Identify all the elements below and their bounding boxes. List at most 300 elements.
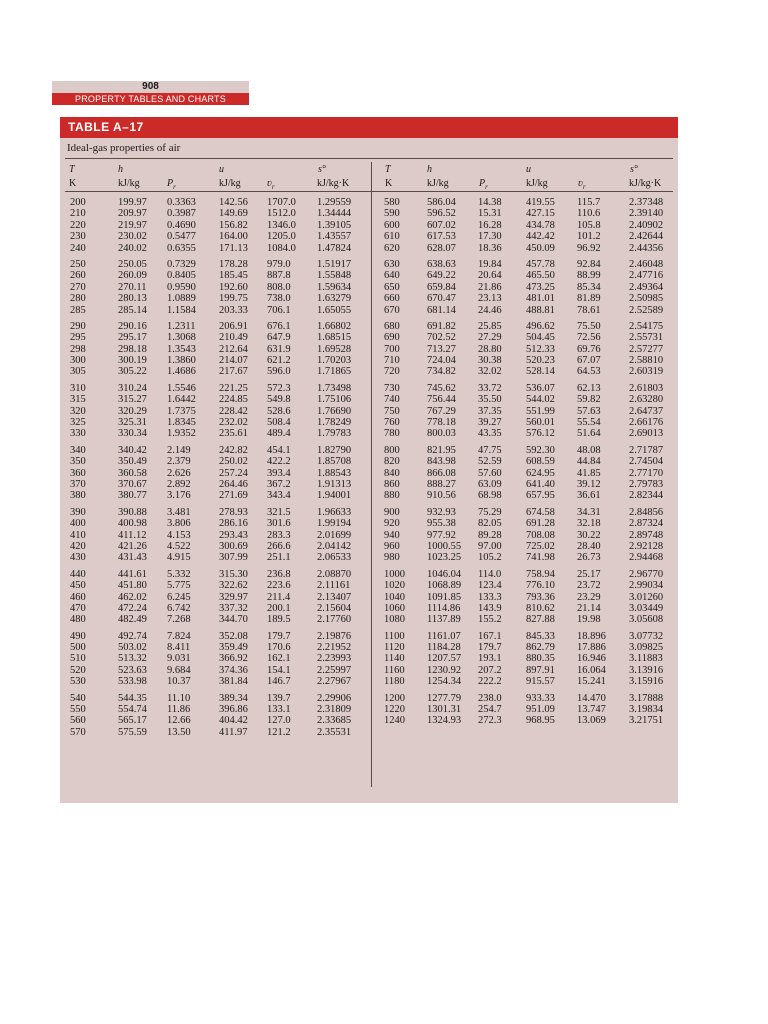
cell-u: 473.25: [526, 281, 555, 293]
cell-s: 3.01260: [629, 591, 664, 603]
cell-s: 2.15604: [317, 602, 352, 614]
table-row: [60, 197, 678, 208]
cell-u: 374.36: [219, 664, 248, 676]
cell-u: 329.97: [219, 591, 248, 603]
cell-u: 419.55: [526, 197, 555, 208]
cell-vr: 170.6: [267, 642, 291, 654]
table-row: [60, 693, 678, 704]
cell-s: 1.59634: [317, 281, 352, 293]
cell-T: 880: [384, 490, 400, 502]
cell-Pr: 33.72: [478, 382, 502, 394]
cell-T: 960: [384, 540, 400, 552]
cell-vr: 223.6: [267, 580, 291, 592]
cell-h: 1046.04: [427, 568, 462, 580]
table-row: [60, 259, 678, 270]
table-subtitle: Ideal-gas properties of air: [67, 142, 181, 154]
cell-u: 862.79: [526, 642, 555, 654]
cell-T: 1080: [384, 614, 405, 626]
cell-Pr: 68.98: [478, 490, 502, 502]
cell-s: 2.82344: [629, 490, 664, 502]
cell-Pr: 193.1: [478, 653, 502, 665]
cell-s: 1.43557: [317, 231, 352, 243]
cell-Pr: 11.10: [167, 692, 191, 704]
cell-T: 1000: [384, 568, 405, 580]
cell-h: 724.04: [427, 355, 456, 367]
cell-T: 200: [70, 197, 86, 208]
cell-vr: 139.7: [267, 692, 291, 704]
header-rule-top: [65, 158, 673, 159]
cell-Pr: 4.153: [167, 529, 191, 541]
cell-s: 1.91313: [317, 478, 352, 490]
table-row: [60, 507, 678, 518]
cell-u: 366.92: [219, 653, 248, 665]
cell-vr: 92.84: [577, 258, 601, 270]
cell-Pr: 1.1584: [167, 304, 196, 316]
cell-T: 1020: [384, 580, 405, 592]
col-u-symbol: u: [219, 164, 224, 175]
cell-vr: 88.99: [577, 270, 601, 282]
cell-Pr: 24.46: [478, 304, 502, 316]
cell-u: 758.94: [526, 568, 555, 580]
cell-u: 389.34: [219, 692, 248, 704]
row-group: [60, 259, 678, 316]
table-row: [60, 569, 678, 580]
cell-Pr: 5.332: [167, 568, 191, 580]
cell-h: 380.77: [118, 490, 147, 502]
cell-u: 725.02: [526, 540, 555, 552]
cell-Pr: 4.522: [167, 540, 191, 552]
cell-s: 2.06533: [317, 552, 352, 564]
cell-Pr: 3.806: [167, 518, 191, 530]
cell-Pr: 0.5477: [167, 231, 196, 243]
cell-Pr: 47.75: [478, 444, 502, 456]
cell-Pr: 32.02: [478, 366, 502, 378]
cell-vr: 706.1: [267, 304, 291, 316]
cell-s: 2.74504: [629, 456, 664, 468]
cell-u: 206.91: [219, 320, 248, 332]
cell-h: 1114.86: [427, 602, 461, 614]
cell-s: 2.13407: [317, 591, 352, 603]
cell-u: 496.62: [526, 320, 555, 332]
cell-vr: 647.9: [267, 332, 291, 344]
cell-T: 1240: [384, 715, 405, 727]
row-group: [60, 321, 678, 378]
cell-vr: 13.069: [577, 715, 606, 727]
cell-s: 2.35531: [317, 726, 352, 738]
cell-Pr: 12.66: [167, 715, 191, 727]
cell-vr: 28.40: [577, 540, 601, 552]
cell-s: 2.47716: [629, 270, 664, 282]
cell-s: 2.44356: [629, 242, 664, 254]
cell-s: 2.25997: [317, 664, 352, 676]
cell-s: 2.63280: [629, 394, 664, 406]
cell-vr: 283.3: [267, 529, 291, 541]
cell-s: 1.85708: [317, 456, 352, 468]
cell-s: 2.87324: [629, 518, 664, 530]
cell-T: 1180: [384, 676, 405, 688]
cell-u: 404.42: [219, 715, 248, 727]
cell-T: 520: [70, 664, 86, 676]
cell-vr: 211.4: [267, 591, 291, 603]
cell-Pr: 39.27: [478, 417, 502, 429]
cell-s: 1.47824: [317, 242, 352, 254]
cell-T: 285: [70, 304, 86, 316]
cell-vr: 72.56: [577, 332, 601, 344]
cell-u: 171.13: [219, 242, 248, 254]
cell-s: 2.99034: [629, 580, 664, 592]
cell-h: 955.38: [427, 518, 456, 530]
cell-h: 513.32: [118, 653, 147, 665]
cell-T: 680: [384, 320, 400, 332]
cell-vr: 62.13: [577, 382, 601, 394]
cell-vr: 16.946: [577, 653, 606, 665]
cell-T: 940: [384, 529, 400, 541]
cell-s: 2.11161: [317, 580, 351, 592]
cell-vr: 85.34: [577, 281, 601, 293]
cell-Pr: 3.481: [167, 506, 191, 518]
cell-u: 217.67: [219, 366, 248, 378]
cell-s: 2.84856: [629, 506, 664, 518]
cell-s: 1.99194: [317, 518, 352, 530]
cell-T: 980: [384, 552, 400, 564]
cell-s: 1.75106: [317, 394, 352, 406]
cell-h: 1301.31: [427, 704, 462, 716]
cell-h: 756.44: [427, 394, 456, 406]
cell-Pr: 2.149: [167, 444, 191, 456]
cell-T: 380: [70, 490, 86, 502]
cell-vr: 75.50: [577, 320, 601, 332]
cell-Pr: 105.2: [478, 552, 502, 564]
cell-h: 1254.34: [427, 676, 462, 688]
cell-h: 638.63: [427, 258, 456, 270]
col-u-unit: kJ/kg: [219, 178, 241, 189]
cell-u: 951.09: [526, 704, 555, 716]
cell-Pr: 2.892: [167, 478, 191, 490]
col-s-unit: kJ/kg·K: [317, 178, 350, 189]
cell-s: 1.65055: [317, 304, 352, 316]
cell-h: 285.14: [118, 304, 147, 316]
cell-h: 320.29: [118, 405, 147, 417]
cell-Pr: 52.59: [478, 456, 502, 468]
cell-T: 740: [384, 394, 400, 406]
cell-s: 1.82790: [317, 444, 352, 456]
cell-Pr: 1.7375: [167, 405, 196, 417]
cell-u: 465.50: [526, 270, 555, 282]
cell-vr: 1205.0: [267, 231, 296, 243]
cell-T: 620: [384, 242, 400, 254]
cell-s: 1.63279: [317, 293, 352, 305]
cell-s: 2.37348: [629, 197, 664, 208]
table-row: [60, 665, 678, 676]
cell-vr: 676.1: [267, 320, 291, 332]
cell-Pr: 8.411: [167, 642, 191, 654]
cell-Pr: 17.30: [478, 231, 502, 243]
cell-vr: 26.73: [577, 552, 601, 564]
cell-u: 192.60: [219, 281, 248, 293]
cell-Pr: 114.0: [478, 568, 502, 580]
cell-vr: 266.6: [267, 540, 291, 552]
cell-vr: 59.82: [577, 394, 601, 406]
cell-T: 800: [384, 444, 400, 456]
cell-h: 300.19: [118, 355, 147, 367]
cell-h: 1184.28: [427, 642, 461, 654]
cell-T: 410: [70, 529, 86, 541]
cell-vr: 69.76: [577, 343, 601, 355]
cell-Pr: 238.0: [478, 692, 502, 704]
cell-u: 221.25: [219, 382, 248, 394]
cell-u: 224.85: [219, 394, 248, 406]
cell-T: 1160: [384, 664, 405, 676]
cell-Pr: 37.35: [478, 405, 502, 417]
cell-Pr: 254.7: [478, 704, 502, 716]
cell-vr: 64.53: [577, 366, 601, 378]
cell-h: 659.84: [427, 281, 456, 293]
cell-T: 420: [70, 540, 86, 552]
cell-h: 575.59: [118, 726, 147, 738]
cell-u: 164.00: [219, 231, 248, 243]
cell-u: 560.01: [526, 417, 555, 429]
cell-T: 540: [70, 692, 86, 704]
cell-h: 544.35: [118, 692, 147, 704]
table-row: [60, 406, 678, 417]
cell-s: 2.19876: [317, 630, 352, 642]
cell-vr: 105.8: [577, 219, 601, 231]
cell-s: 1.73498: [317, 382, 352, 394]
cell-u: 434.78: [526, 219, 555, 231]
cell-s: 2.77170: [629, 467, 664, 479]
cell-vr: 1346.0: [267, 219, 296, 231]
cell-h: 649.22: [427, 270, 456, 282]
cell-T: 440: [70, 568, 86, 580]
cell-T: 550: [70, 704, 86, 716]
cell-s: 2.52589: [629, 304, 664, 316]
cell-Pr: 11.86: [167, 704, 191, 716]
cell-T: 390: [70, 506, 86, 518]
cell-s: 2.46048: [629, 258, 664, 270]
cell-u: 235.61: [219, 428, 248, 440]
cell-vr: 34.31: [577, 506, 601, 518]
table-row: [60, 676, 678, 687]
table-row: [60, 614, 678, 625]
cell-Pr: 20.64: [478, 270, 502, 282]
cell-vr: 18.896: [577, 630, 606, 642]
cell-h: 1068.89: [427, 580, 462, 592]
cell-u: 344.70: [219, 614, 248, 626]
cell-s: 2.04142: [317, 540, 352, 552]
cell-Pr: 23.13: [478, 293, 502, 305]
cell-T: 210: [70, 208, 86, 220]
cell-s: 2.55731: [629, 332, 664, 344]
cell-h: 565.17: [118, 715, 147, 727]
cell-Pr: 1.3860: [167, 355, 196, 367]
cell-s: 1.29559: [317, 197, 352, 208]
cell-u: 624.95: [526, 467, 555, 479]
cell-vr: 51.64: [577, 428, 601, 440]
table-row: [60, 479, 678, 490]
cell-h: 270.11: [118, 281, 147, 293]
cell-h: 1137.89: [427, 614, 461, 626]
cell-h: 199.97: [118, 197, 147, 208]
cell-s: 1.94001: [317, 490, 352, 502]
cell-vr: 200.1: [267, 602, 291, 614]
cell-vr: 36.61: [577, 490, 601, 502]
table-row: [60, 321, 678, 332]
cell-vr: 251.1: [267, 552, 291, 564]
cell-h: 492.74: [118, 630, 147, 642]
cell-T: 230: [70, 231, 86, 243]
cell-s: 1.79783: [317, 428, 352, 440]
cell-s: 2.92128: [629, 540, 664, 552]
cell-Pr: 19.84: [478, 258, 502, 270]
cell-Pr: 2.626: [167, 467, 191, 479]
cell-T: 570: [70, 726, 86, 738]
cell-s: 2.29906: [317, 692, 352, 704]
cell-u: 674.58: [526, 506, 555, 518]
cell-s: 3.05608: [629, 614, 664, 626]
cell-T: 530: [70, 676, 86, 688]
cell-u: 457.78: [526, 258, 555, 270]
cell-T: 720: [384, 366, 400, 378]
cell-vr: 1512.0: [267, 208, 296, 220]
cell-h: 325.31: [118, 417, 147, 429]
cell-T: 450: [70, 580, 86, 592]
cell-Pr: 155.2: [478, 614, 502, 626]
table-row: [60, 293, 678, 304]
cell-T: 1040: [384, 591, 405, 603]
table-row: [60, 355, 678, 366]
cell-h: 315.27: [118, 394, 147, 406]
cell-h: 305.22: [118, 366, 147, 378]
cell-s: 3.07732: [629, 630, 664, 642]
cell-Pr: 1.6442: [167, 394, 196, 406]
cell-s: 3.11883: [629, 653, 663, 665]
cell-Pr: 1.0889: [167, 293, 196, 305]
cell-Pr: 30.38: [478, 355, 502, 367]
col-T-symbol: T: [69, 164, 75, 175]
property-table: [60, 117, 678, 803]
cell-Pr: 75.29: [478, 506, 502, 518]
cell-vr: 454.1: [267, 444, 291, 456]
cell-T: 610: [384, 231, 400, 243]
cell-vr: 596.0: [267, 366, 291, 378]
col-T-symbol: T: [385, 164, 391, 175]
cell-Pr: 7.268: [167, 614, 191, 626]
cell-u: 214.07: [219, 355, 248, 367]
cell-vr: 16.064: [577, 664, 606, 676]
cell-u: 741.98: [526, 552, 555, 564]
cell-Pr: 133.3: [478, 591, 502, 603]
section-title: PROPERTY TABLES AND CHARTS: [52, 93, 249, 105]
cell-h: 441.61: [118, 568, 147, 580]
cell-h: 240.02: [118, 242, 147, 254]
cell-h: 482.49: [118, 614, 147, 626]
cell-u: 250.02: [219, 456, 248, 468]
cell-h: 533.98: [118, 676, 147, 688]
cell-vr: 528.6: [267, 405, 291, 417]
cell-u: 142.56: [219, 197, 248, 208]
cell-s: 2.23993: [317, 653, 352, 665]
cell-T: 730: [384, 382, 400, 394]
cell-h: 472.24: [118, 602, 147, 614]
cell-Pr: 1.3068: [167, 332, 196, 344]
cell-u: 300.69: [219, 540, 248, 552]
cell-T: 840: [384, 467, 400, 479]
cell-s: 2.69013: [629, 428, 664, 440]
cell-u: 810.62: [526, 602, 555, 614]
cell-T: 280: [70, 293, 86, 305]
cell-vr: 489.4: [267, 428, 291, 440]
table-row: [60, 445, 678, 456]
cell-h: 219.97: [118, 219, 147, 231]
cell-T: 320: [70, 405, 86, 417]
cell-T: 640: [384, 270, 400, 282]
cell-u: 827.88: [526, 614, 555, 626]
cell-u: 156.82: [219, 219, 248, 231]
cell-u: 337.32: [219, 602, 248, 614]
cell-s: 2.54175: [629, 320, 664, 332]
cell-h: 330.34: [118, 428, 147, 440]
cell-u: 203.33: [219, 304, 248, 316]
cell-s: 3.03449: [629, 602, 664, 614]
cell-h: 691.82: [427, 320, 456, 332]
cell-s: 3.13916: [629, 664, 664, 676]
cell-T: 1220: [384, 704, 405, 716]
row-group: [60, 631, 678, 688]
cell-T: 630: [384, 258, 400, 270]
table-row: [60, 231, 678, 242]
cell-h: 1230.92: [427, 664, 462, 676]
cell-T: 510: [70, 653, 86, 665]
cell-vr: 154.1: [267, 664, 291, 676]
cell-s: 2.60319: [629, 366, 664, 378]
cell-vr: 179.7: [267, 630, 291, 642]
cell-h: 617.53: [427, 231, 456, 243]
table-row: [60, 530, 678, 541]
cell-u: 212.64: [219, 343, 248, 355]
col-s-symbol: s°: [630, 164, 638, 175]
cell-s: 2.50985: [629, 293, 664, 305]
cell-h: 250.05: [118, 258, 147, 270]
cell-s: 2.49364: [629, 281, 664, 293]
cell-s: 3.19834: [629, 704, 664, 716]
cell-Pr: 167.1: [478, 630, 502, 642]
cell-s: 1.68515: [317, 332, 352, 344]
cell-vr: 78.61: [577, 304, 601, 316]
cell-Pr: 2.379: [167, 456, 191, 468]
cell-h: 1000.55: [427, 540, 462, 552]
col-h-unit: kJ/kg: [427, 178, 449, 189]
cell-Pr: 25.85: [478, 320, 502, 332]
cell-u: 576.12: [526, 428, 555, 440]
table-row: [60, 704, 678, 715]
cell-u: 488.81: [526, 304, 555, 316]
cell-vr: 808.0: [267, 281, 291, 293]
cell-h: 554.74: [118, 704, 147, 716]
cell-h: 866.08: [427, 467, 456, 479]
cell-s: 3.17888: [629, 692, 664, 704]
cell-vr: 41.85: [577, 467, 601, 479]
cell-T: 300: [70, 355, 86, 367]
cell-vr: 67.07: [577, 355, 601, 367]
cell-u: 897.91: [526, 664, 555, 676]
cell-vr: 146.7: [267, 676, 291, 688]
cell-T: 370: [70, 478, 86, 490]
cell-Pr: 89.28: [478, 529, 502, 541]
cell-vr: 121.2: [267, 726, 291, 738]
table-row: [60, 243, 678, 254]
cell-s: 2.96770: [629, 568, 664, 580]
cell-T: 1100: [384, 630, 405, 642]
